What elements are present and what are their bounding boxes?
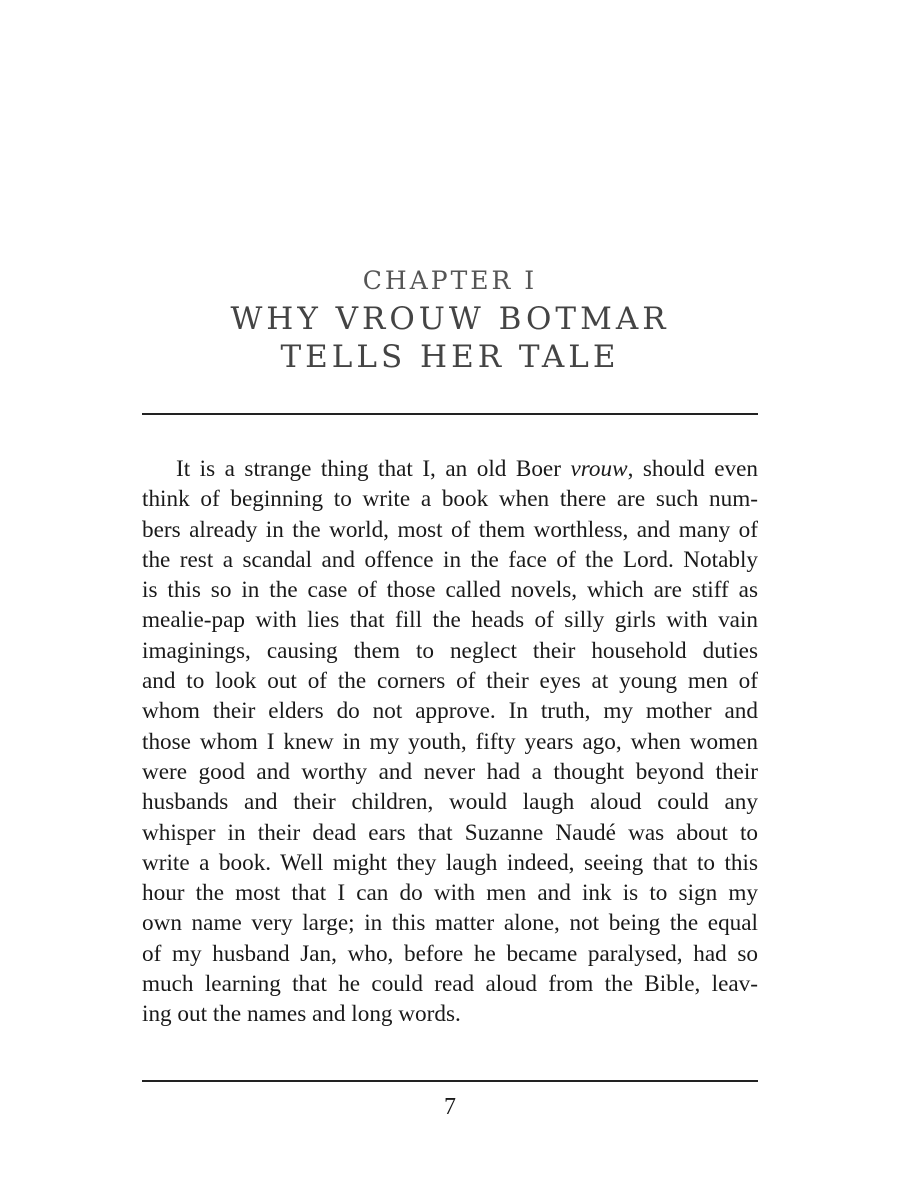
text-line: is this so in the case of those called novels, which are stiff as xyxy=(142,577,758,604)
bottom-divider xyxy=(142,1080,758,1082)
chapter-title xyxy=(0,300,900,376)
text-line: write a book. Well might they laugh indeed, seeing that to this xyxy=(142,849,758,876)
text-span: It is a strange thing that I, an old Boer xyxy=(176,456,571,482)
text-line: whisper in their dead ears that Suzanne Naudé was about to xyxy=(142,819,758,846)
text-line: and to look out of the corners of their eyes at young men of xyxy=(142,668,758,695)
text-line: of my husband Jan, who, before he became paralysed, had so xyxy=(142,940,758,967)
text-line: ing out the names and long words. xyxy=(142,1001,461,1028)
top-divider xyxy=(142,413,758,415)
chapter-title-line-1: WHY VROUW BOTMAR xyxy=(230,301,670,337)
body-paragraph xyxy=(142,454,758,1030)
chapter-label: CHAPTER I xyxy=(362,266,538,295)
text-line: own name very large; in this matter alone, not being the equal xyxy=(142,910,758,937)
text-line: the rest a scandal and offence in the face of the Lord. Notably xyxy=(142,546,758,573)
text-line: those whom I knew in my youth, fifty years ago, when women xyxy=(142,728,758,755)
text-line: imaginings, causing them to neglect their household duties xyxy=(142,637,758,664)
text-span: , should even xyxy=(627,456,758,482)
text-line: hour the most that I can do with men and ink is to sign my xyxy=(142,880,758,907)
text-line: whom their elders do not approve. In truth, my mother and xyxy=(142,698,758,725)
chapter-title-line-2: TELLS HER TALE xyxy=(280,339,620,375)
text-line: mealie-pap with lies that fill the heads of silly girls with vain xyxy=(142,607,758,634)
text-line: bers already in the world, most of them worthless, and many of xyxy=(142,516,758,543)
page-number: 7 xyxy=(444,1094,456,1120)
text-line: much learning that he could read aloud from the Bible, leav- xyxy=(142,971,758,998)
text-line: think of beginning to write a book when there are such num- xyxy=(142,486,758,513)
italic-word: vrouw xyxy=(570,456,628,482)
text-line: husbands and their children, would laugh aloud could any xyxy=(142,789,758,816)
text-line xyxy=(142,454,758,484)
text-line: were good and worthy and never had a thought beyond their xyxy=(142,758,758,785)
